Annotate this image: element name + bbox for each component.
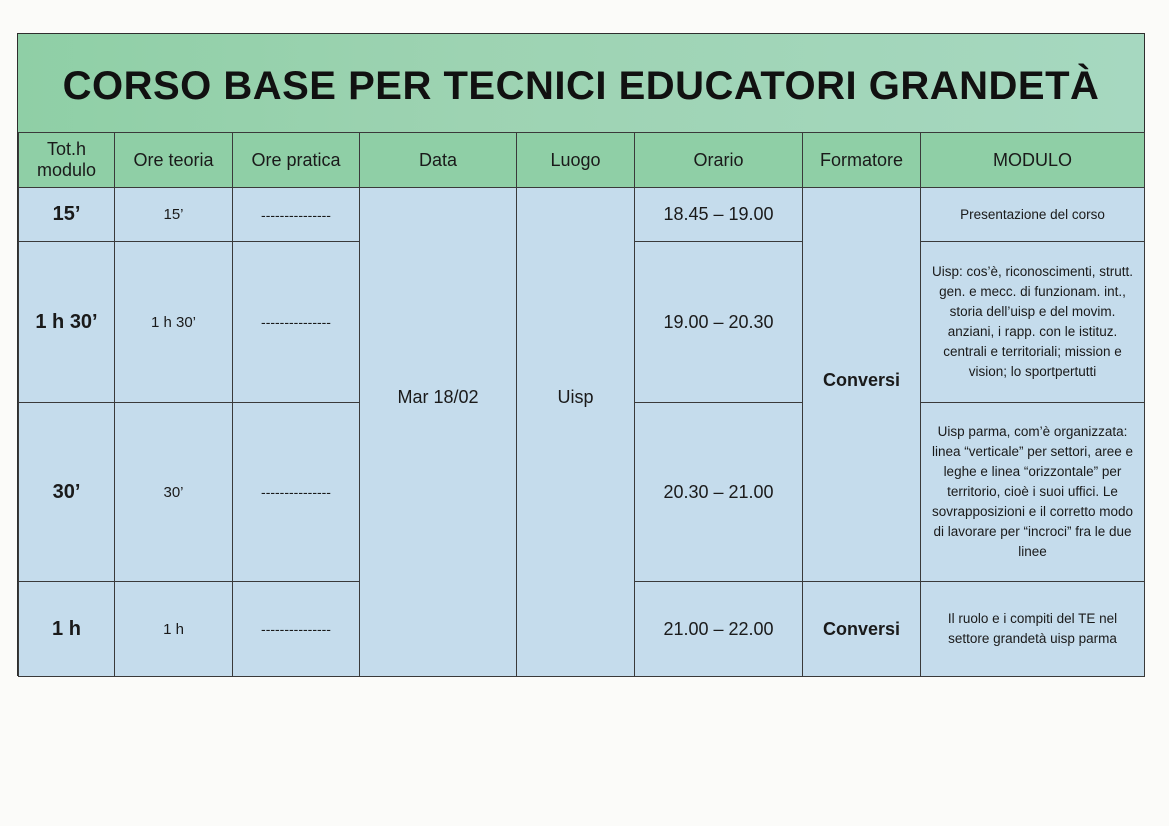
practice-hours-cell: --------------- [233,582,360,677]
tot-hours-cell: 15’ [19,188,115,242]
title-band [18,34,1144,133]
tot-hours-cell: 1 h [19,582,115,677]
header-pratica: Ore pratica [233,133,360,188]
page-title: CORSO BASE PER TECNICI EDUCATORI GRANDETÀ [62,63,1100,108]
time-cell: 20.30 – 21.00 [635,403,803,582]
tot-hours-cell: 30’ [19,403,115,582]
header-tot: Tot.h modulo [19,133,115,188]
tot-hours-cell: 1 h 30’ [19,242,115,403]
practice-hours-cell: --------------- [233,242,360,403]
theory-hours-cell: 1 h [115,582,233,677]
time-cell: 19.00 – 20.30 [635,242,803,403]
schedule-table [18,132,1145,677]
course-schedule-sheet [17,33,1145,676]
trainer-value: Conversi [822,370,901,390]
place-cell [517,188,635,677]
practice-hours-cell: --------------- [233,188,360,242]
place-value: Uisp [557,386,594,407]
date-value: Mar 18/02 [397,386,479,407]
time-cell: 18.45 – 19.00 [635,188,803,242]
time-cell: 21.00 – 22.00 [635,582,803,677]
module-cell: Il ruolo e i compiti del TE nel settore grandetà uisp parma [921,582,1145,677]
header-modulo: MODULO [921,133,1145,188]
header-orario: Orario [635,133,803,188]
header-row [19,133,1145,188]
header-data: Data [360,133,517,188]
header-formatore: Formatore [803,133,921,188]
theory-hours-cell: 30’ [115,403,233,582]
table-row [19,188,1145,242]
practice-hours-cell: --------------- [233,403,360,582]
module-cell: Uisp: cos’è, riconoscimenti, strutt. gen. e mecc. di funzionam. int., storia dell’uisp e del movim. anziani, i rapp. con le istituz. centrali e territoriali; mission e vision; lo sportpertutti [921,242,1145,403]
header-luogo: Luogo [517,133,635,188]
theory-hours-cell: 1 h 30’ [115,242,233,403]
theory-hours-cell: 15’ [115,188,233,242]
trainer-cell [803,188,921,582]
header-teoria: Ore teoria [115,133,233,188]
module-cell: Uisp parma, com’è organizzata: linea “verticale” per settori, aree e leghe e linea “orizzontale” per territorio, cioè i suoi uffici. Le sovrapposizioni e il corretto modo di lavorare per “incroci” fra le due linee [921,403,1145,582]
module-cell: Presentazione del corso [921,188,1145,242]
trainer-cell: Conversi [803,582,921,677]
date-cell [360,188,517,677]
